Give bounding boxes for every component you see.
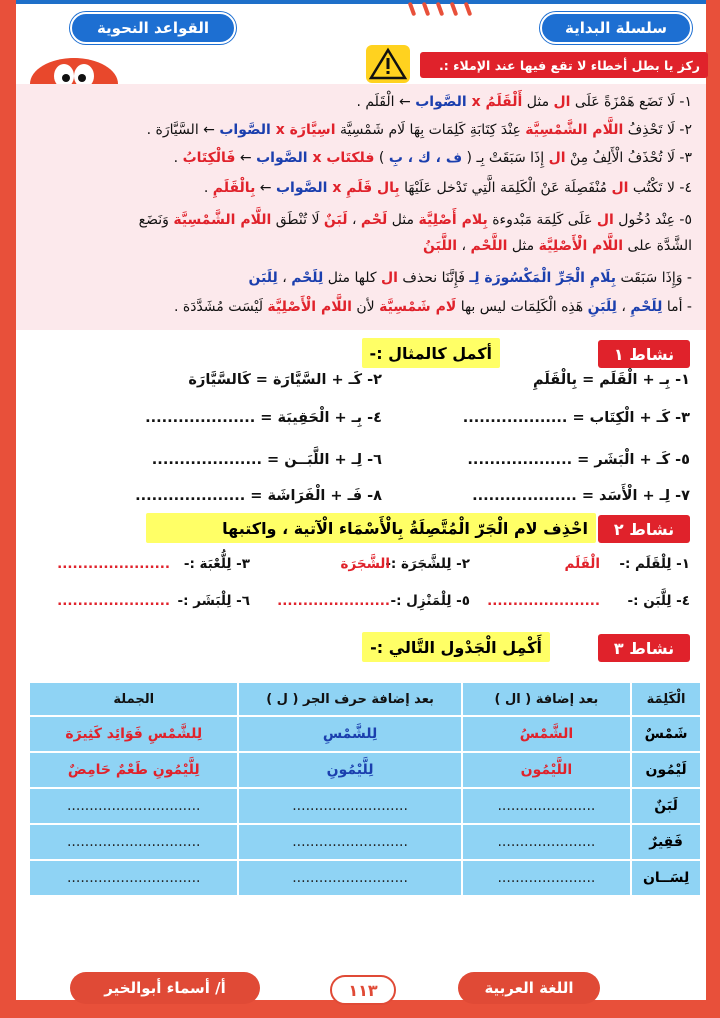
rule-text: وَإِذَا سَبَقَت: [616, 270, 683, 286]
rule-text: الصَّواب: [415, 94, 467, 110]
table-cell[interactable]: ..........................: [238, 824, 461, 860]
activity2-tag: نشاط ٢: [598, 515, 690, 543]
rule-text: لأن: [351, 299, 380, 315]
exercise-word: ٥- لِلْمَنْزِل :-: [390, 593, 470, 609]
rule-text: إِذَا سَبَقَتْ بِـ (: [462, 150, 549, 166]
table-cell: لَبَنٌ: [631, 788, 701, 824]
table-cell[interactable]: ......................: [462, 860, 631, 896]
table-cell[interactable]: ..............................: [29, 860, 238, 896]
footer-teacher: أ/ أسماء أبوالخير: [70, 972, 260, 1004]
exercise-word: ٣- لِلُّعْبَة :-: [183, 556, 250, 572]
table-row: [29, 824, 701, 860]
rule-number: ٥-: [674, 212, 692, 228]
table-header: بعد إضافة حرف الجر ( ل ): [238, 682, 461, 716]
page-frame-right: [706, 0, 720, 1018]
rule-text: عِنْد دُخُول: [613, 212, 675, 228]
rule-text: اللَّحْم: [470, 238, 508, 254]
table-cell: فَقِيرٌ: [631, 824, 701, 860]
rule-text: فلكتَاب: [326, 150, 375, 166]
table-cell: اللَّيْمُون: [462, 752, 631, 788]
activity2-title: احْذِف لام الْجَرّ الْمُتَّصِلَةُ بِالْأَسْمَاء الْآتية ، واكتبها: [146, 513, 596, 543]
rule-text: عَلَى كَلِمَة مَبْدوءة: [487, 212, 597, 228]
rule-text: بِال قَلَمِ: [346, 180, 400, 196]
exercise-answer[interactable]: ......................: [57, 556, 170, 572]
rule-text: كلها مثل: [323, 270, 381, 286]
rule-number: ٢-: [674, 122, 692, 138]
table-cell[interactable]: ..........................: [238, 860, 461, 896]
rule-text: ،: [616, 299, 631, 315]
table-row: [29, 752, 701, 788]
exercise-item: ١- بِـ + الْقَلَم = بِالْقَلَمِ: [532, 372, 690, 388]
exercise-word: ٦- لِلْبَشَر :-: [177, 593, 250, 609]
table-cell[interactable]: ......................: [462, 788, 631, 824]
table-cell: الشَّمْسُ: [462, 716, 631, 752]
rule-text: لا تَكْتُب: [628, 180, 675, 196]
rule-text: مُنْفَصِلَة عَنْ الْكَلِمَة الَّتِي تَدْخل عَلَيْهَا: [399, 180, 612, 196]
activity3-table: [28, 681, 702, 897]
top-decoration: [330, 2, 470, 20]
rule-text: x: [307, 150, 327, 166]
rule-text: عِنْدَ كِتَابَةِ كَلِمَات بِهَا لَام شَمْسِيَّة: [335, 122, 526, 138]
table-cell: لِلشَّمْسِ: [238, 716, 461, 752]
rule-text: اللَّام الشَّمْسِيَّة: [525, 122, 624, 138]
intro-banner: ركز يا بطل أخطاء لا تقع فيها عند الإملاء :.: [420, 52, 708, 78]
exercise-answer: الْقَلَم: [564, 556, 600, 572]
rule-text: بِالْقَلَمِ: [212, 180, 256, 196]
rule-text: x: [327, 180, 347, 196]
table-cell: لِلشَّمْسِ فَوَائِد كَثِيرَة: [29, 716, 238, 752]
table-header: بعد إضافة ( ال ): [462, 682, 631, 716]
rule-number: -: [682, 299, 692, 315]
rule-number: ٤-: [674, 180, 692, 196]
table-cell: شَمْسٌ: [631, 716, 701, 752]
rule-text: الصَّواب: [275, 180, 328, 196]
rule-text: اللَّام الْأَصْلِيَّة: [267, 299, 352, 315]
exercise-word: ١- لِلْقَلَم :-: [619, 556, 690, 572]
rule-text: ال: [611, 180, 629, 196]
rule-text: ←: [255, 180, 276, 196]
rule-text: فَإِنَّنَا نحذف: [397, 270, 470, 286]
rule-text: x: [466, 94, 486, 110]
exercise-item[interactable]: ٣- كَـ + الْكِتَاب = ...................: [462, 410, 690, 426]
rule-text: لِلَحْم: [291, 270, 324, 286]
exercise-item[interactable]: ٨- فَـ + الْفَرَاشَة = ....................: [135, 488, 382, 504]
activity3-title: أَكْمِل الْجَدْول التَّالي :-: [362, 632, 550, 662]
rule-text: هَذِه الْكَلِمَات ليس بها: [456, 299, 588, 315]
rule-text: أما: [662, 299, 683, 315]
rule-text: لَحْم: [360, 212, 388, 228]
exercise-answer[interactable]: ......................: [487, 593, 600, 609]
rule-text: x: [270, 122, 290, 138]
rule-text: اللَّام الْأَصْلِيَّة: [538, 238, 624, 254]
table-header: الْكَلِمَة: [631, 682, 701, 716]
table-cell[interactable]: ..............................: [29, 788, 238, 824]
rule-number: -: [682, 270, 692, 286]
rule-number: ١-: [674, 94, 692, 110]
rule-text: لَا تَحْذِفُ: [623, 122, 675, 138]
rule-line: [174, 147, 692, 169]
rule-text: لَا تُحْذَفُ الْأَلِفُ مِنْ: [565, 150, 675, 166]
rule-line: [248, 267, 692, 289]
rule-text: اسِيَّارَة: [289, 122, 336, 138]
rule-line: [147, 119, 692, 141]
table-row: [29, 860, 701, 896]
table-cell: لِلَّيْمُونِ طَعْمٌ حَامِضٌ: [29, 752, 238, 788]
rule-text: مثل: [522, 94, 554, 110]
page-number: ١١٣: [330, 975, 396, 1005]
rule-text: مثل: [507, 238, 539, 254]
rule-text: ← السَّيَّارَة .: [146, 122, 220, 138]
rule-text: لَام شَمْسِيَّة: [379, 299, 457, 315]
rule-text: ← الْقَلَم .: [356, 94, 416, 110]
rule-text: ،: [457, 238, 471, 254]
rule-text: لَا تَضَع هَمْزَةً عَلَى: [570, 94, 675, 110]
rule-text: ال: [380, 270, 398, 286]
rule-text: ف ، ك ، بِ: [388, 150, 463, 166]
table-cell: لَيْمُون: [631, 752, 701, 788]
table-cell[interactable]: ......................: [462, 824, 631, 860]
exercise-item[interactable]: ٦- لِـ + اللَّبَــن = ....................: [151, 452, 382, 468]
exercise-item: ٢- كَـ + السَّيَّارَة = كَالسَّيَّارَة: [188, 372, 382, 388]
table-row: [29, 716, 701, 752]
footer-subject: اللغة العربية: [458, 972, 600, 1004]
rule-text: ←: [235, 150, 257, 166]
exercise-word: ٤- لِلَّبَن :-: [627, 593, 690, 609]
rule-line: [423, 235, 692, 257]
rule-text: لَا تُنْطَق: [271, 212, 324, 228]
rule-text: الصَّواب: [219, 122, 271, 138]
subject-title: القواعد النحوية: [70, 12, 236, 44]
rule-text: الشَّدَّة على: [623, 238, 692, 254]
exercise-word: ٢- لِلشَّجَرَة :-: [385, 556, 470, 572]
exercise-answer[interactable]: ......................: [277, 593, 390, 609]
exercise-item[interactable]: ٧- لِـ + الْأَسَد = ...................: [472, 488, 690, 504]
rule-text: أَلْقَلَمُ: [485, 94, 523, 110]
table-cell: لِلَّيْمُونِ: [238, 752, 461, 788]
rule-text: ال: [596, 212, 614, 228]
rule-line: [174, 296, 692, 318]
table-cell[interactable]: ..........................: [238, 788, 461, 824]
rule-text: .: [203, 180, 213, 196]
rule-text: لَبَنٌ: [323, 212, 348, 228]
table-header: الجملة: [29, 682, 238, 716]
rule-text: بِلام أَصْلِيَّة: [418, 212, 488, 228]
rule-text: الصَّواب: [256, 150, 308, 166]
rule-text: لَيْسَت مُشَدَّدَة .: [173, 299, 268, 315]
rule-text: اللَّبَنُ: [423, 238, 458, 254]
rule-line: [139, 209, 692, 231]
series-title: سلسلة البداية: [540, 12, 692, 44]
rule-text: ): [374, 150, 389, 166]
table-cell: لِسَــان: [631, 860, 701, 896]
rule-text: لِلَحْمِ: [630, 299, 663, 315]
rule-text: ،: [347, 212, 361, 228]
activity3-tag: نشاط ٣: [598, 634, 690, 662]
exercise-item[interactable]: ٥- كَـ + الْبَشَر = ...................: [467, 452, 690, 468]
table-header-row: [29, 682, 701, 716]
exercise-answer: الشَّجَرَة: [340, 556, 390, 572]
rule-text: لِلَبَن: [248, 270, 278, 286]
rule-text: ال: [548, 150, 566, 166]
rule-text: لِلَبَنِ: [587, 299, 617, 315]
rule-text: مثل: [387, 212, 419, 228]
activity1-title: أكمل كالمثال :-: [362, 338, 500, 368]
page-frame-left: [0, 0, 16, 1018]
table-cell[interactable]: ..............................: [29, 824, 238, 860]
rule-text: وَنَضَع: [138, 212, 174, 228]
exercise-item[interactable]: ٤- بِـ + الْحَقِيبَة = ....................: [145, 410, 382, 426]
rule-text: ال: [553, 94, 571, 110]
rule-number: ٣-: [674, 150, 692, 166]
rule-text: اللَّام الشَّمْسِيَّة: [173, 212, 272, 228]
rule-text: فَالْكِتَابُ: [182, 150, 236, 166]
exercise-answer[interactable]: ......................: [57, 593, 170, 609]
table-row: [29, 788, 701, 824]
warning-icon: [366, 45, 410, 83]
rule-line: [356, 91, 692, 113]
rule-line: [204, 177, 692, 199]
activity1-tag: نشاط ١: [598, 340, 690, 368]
rule-text: بِلَامِ الْجَرِّ الْمَكْسُورَة لِـ: [469, 270, 617, 286]
rule-text: ،: [277, 270, 292, 286]
rule-text: .: [173, 150, 183, 166]
